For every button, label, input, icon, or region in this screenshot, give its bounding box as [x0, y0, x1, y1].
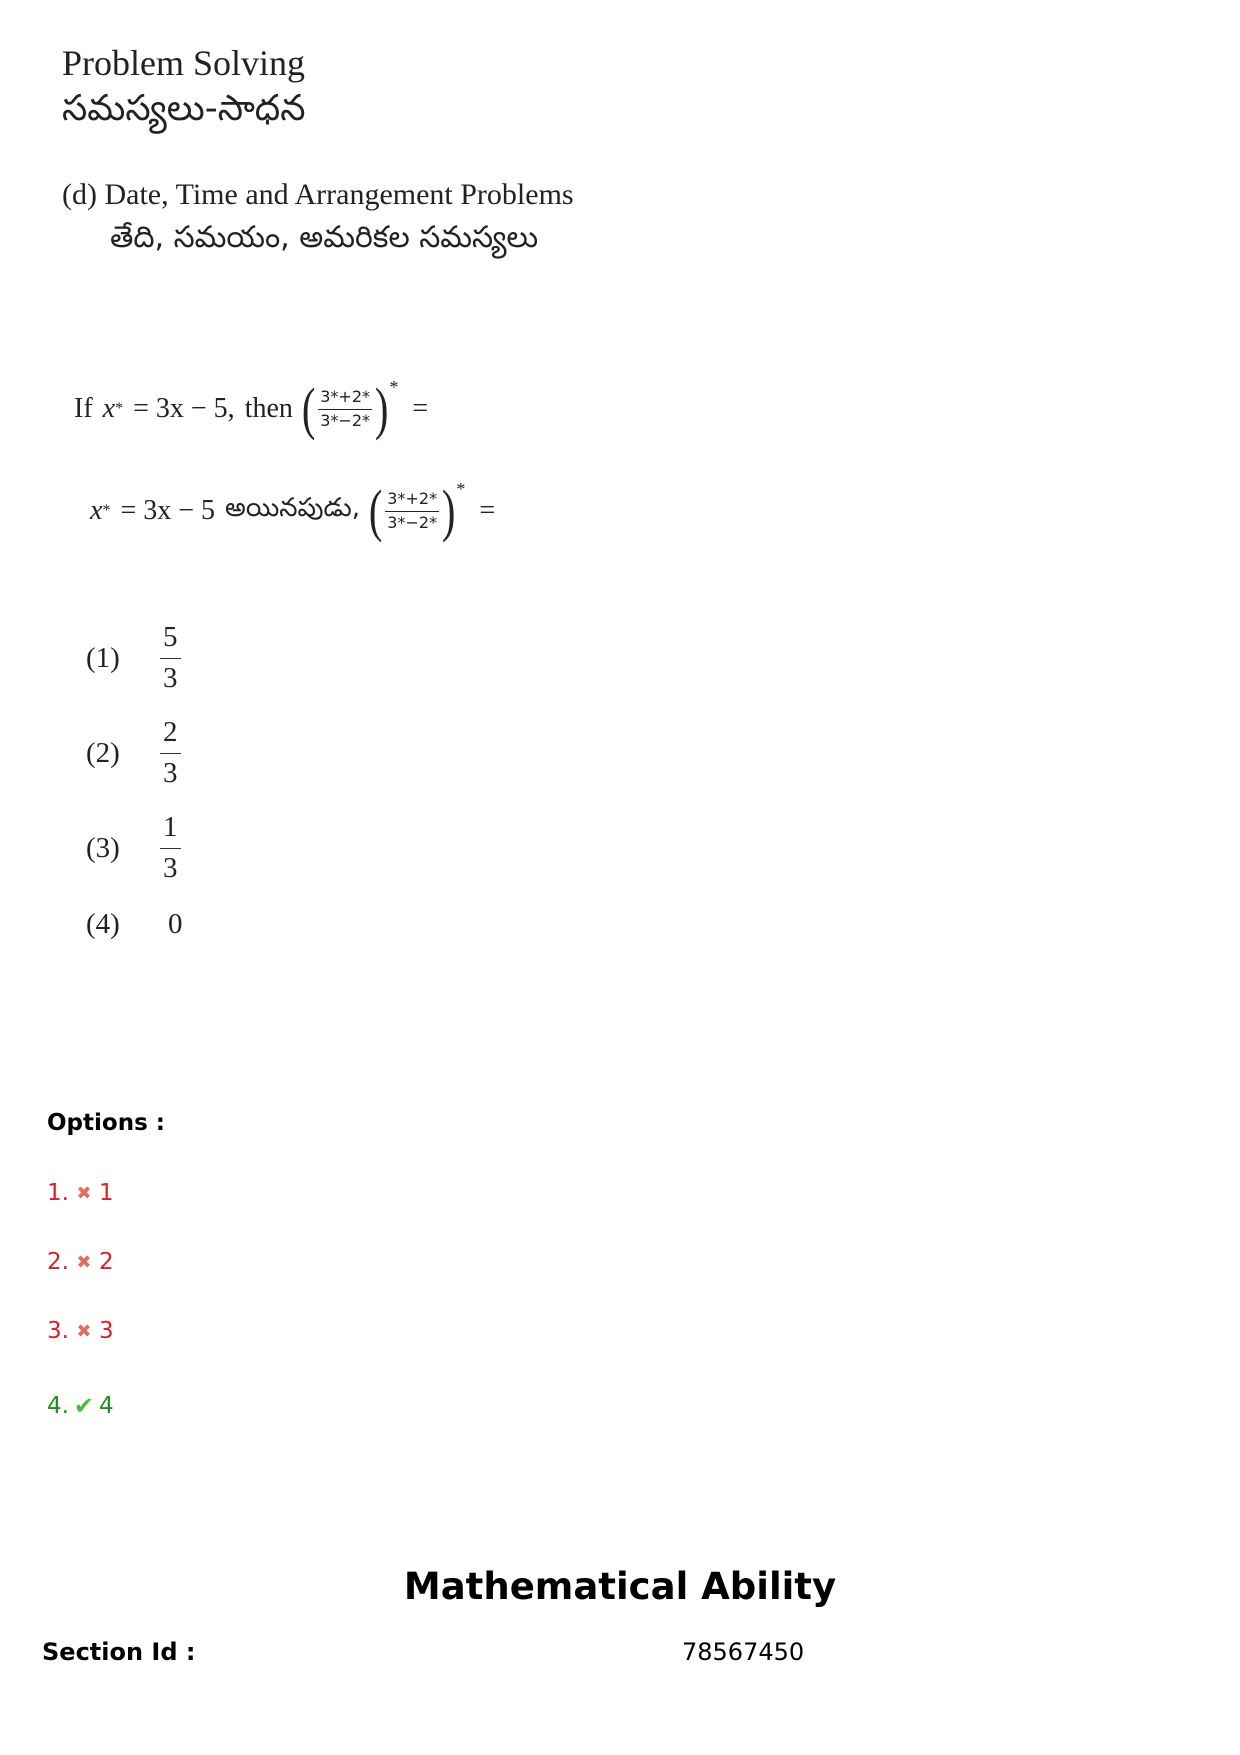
fraction-denominator: 3	[163, 756, 178, 789]
stem-expression: ( $\frac{3*+2*}{3*-2*}$ ) *	[301, 376, 399, 441]
stem-definition: = 3x − 5	[120, 495, 216, 526]
stem-variable: x	[90, 495, 103, 526]
stem-connector: అయినపుడు,	[225, 493, 360, 523]
choice-fraction	[160, 812, 181, 885]
choice-fraction	[160, 717, 181, 790]
question-stem-english: If x * = 3x − 5, then ( $\frac{3*+2*}{3*-2*}$ ) * =	[74, 376, 429, 441]
cross-icon: ✖	[76, 1320, 92, 1342]
fraction-numerator: 2	[160, 717, 181, 754]
choice-label: (1)	[86, 641, 120, 674]
checkmark-icon: ✔	[73, 1392, 94, 1420]
option-text: 2	[98, 1249, 114, 1275]
expression-numerator: 3*+2*	[318, 388, 372, 409]
choice-1	[86, 622, 181, 695]
expression-denominator: 3*−2*	[320, 410, 370, 430]
fraction-numerator: 1	[160, 812, 181, 849]
stem-variable: x	[102, 393, 116, 424]
stem-then: then	[244, 393, 293, 424]
option-4	[47, 1392, 114, 1420]
stem-if: If	[74, 393, 93, 424]
stem-expression: ( $\frac{3*+2*}{3*-2*}$ ) *	[368, 478, 466, 543]
choice-fraction	[160, 622, 181, 695]
expression-denominator: 3*−2*	[387, 512, 438, 532]
choice-label: (3)	[86, 831, 120, 864]
section-id-label: Section Id :	[42, 1638, 196, 1666]
choice-label: (4)	[86, 908, 120, 940]
choice-4	[86, 908, 183, 941]
fraction-denominator: 3	[163, 661, 178, 694]
choice-value: 0	[168, 908, 183, 940]
option-number: 3.	[47, 1318, 69, 1344]
option-2	[47, 1249, 114, 1275]
cross-icon: ✖	[76, 1182, 92, 1204]
cross-icon: ✖	[76, 1251, 92, 1273]
option-text: 3	[98, 1318, 114, 1344]
section-title: Mathematical Ability	[403, 1565, 837, 1608]
options-label: Options :	[47, 1110, 165, 1136]
fraction-denominator: 3	[163, 851, 178, 884]
section-id-value: 78567450	[682, 1638, 805, 1666]
stem-definition: = 3x − 5,	[133, 393, 235, 424]
option-3	[47, 1318, 114, 1344]
question-stem-telugu: x * = 3x − 5 అయినపుడు, ( $\frac{3*+2*}{3*-2*}$ ) * =	[90, 478, 496, 543]
choice-3	[86, 812, 181, 885]
option-number: 4.	[47, 1393, 69, 1419]
topic-title: (d) Date, Time and Arrangement Problems	[62, 178, 574, 211]
option-text: 1	[98, 1180, 114, 1206]
choice-label: (2)	[86, 736, 120, 769]
category-title-telugu: సమస్యలు-సాధన	[62, 88, 306, 129]
option-1	[47, 1180, 114, 1206]
stem-equals: =	[479, 495, 496, 526]
fraction-numerator: 5	[160, 622, 181, 659]
option-number: 1.	[47, 1180, 69, 1206]
choice-2	[86, 717, 181, 790]
option-number: 2.	[47, 1249, 69, 1275]
stem-equals: =	[412, 393, 429, 424]
topic-title-telugu: తేది, సమయం, అమరికల సమస్యలు	[110, 220, 539, 255]
option-text: 4	[98, 1393, 114, 1419]
expression-numerator: 3*+2*	[385, 490, 439, 511]
category-title: Problem Solving	[62, 43, 306, 83]
